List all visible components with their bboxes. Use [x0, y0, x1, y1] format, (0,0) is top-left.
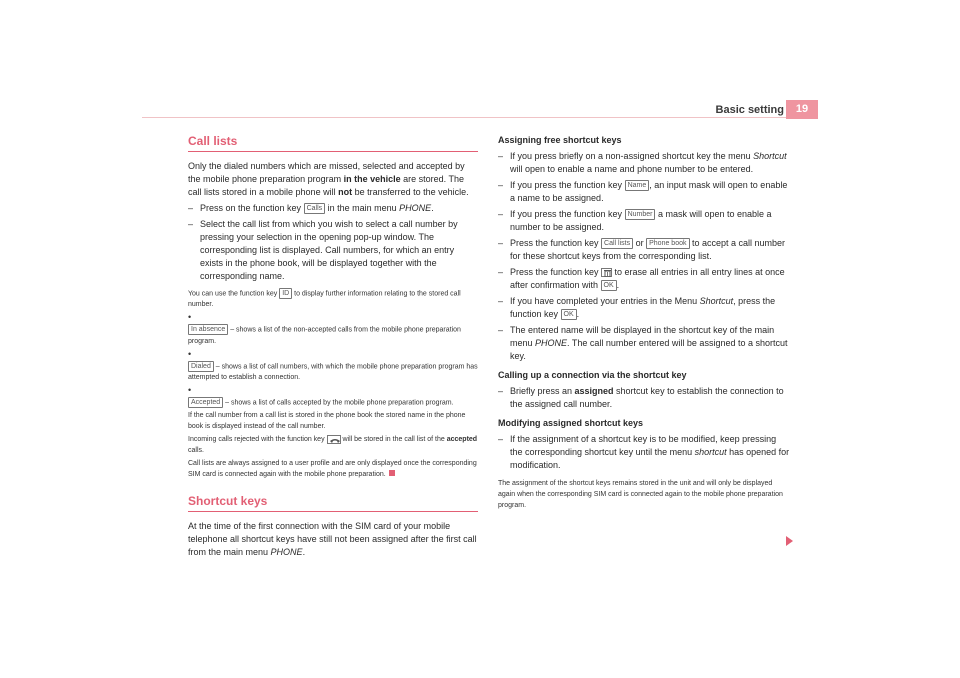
page-number: 19: [786, 100, 818, 119]
modifying-step-1: – If the assignment of a shortcut key is to be modified, keep pressing the corresponding shortcut key until the menu shortcut has opened for modification.: [498, 433, 790, 472]
calls-key: Calls: [304, 203, 326, 214]
phone-book-key: Phone book: [646, 238, 689, 249]
assigning-step-4: – Press the function key Call lists or Phone book to accept a call number for these shortcut keys from the corresponding list.: [498, 237, 790, 263]
assigning-heading: Assigning free shortcut keys: [498, 135, 622, 145]
bullet-dialed: • Dialed – shows a list of call numbers, with which the mobile phone preparation program has attempted to establish a connection.: [188, 348, 478, 382]
note-rejected-calls: Incoming calls rejected with the function key will be stored in the call list of the accepted calls.: [188, 436, 478, 455]
reject-call-icon: [327, 435, 341, 444]
calling-up-step-1: – Briefly press an assigned shortcut key to establish the connection to the assigned call number.: [498, 385, 790, 411]
assigning-step-3: – If you press the function key Number a mask will open to enable a number to be assigned.: [498, 208, 790, 234]
assigning-step-1: – If you press briefly on a non-assigned shortcut key the menu Shortcut will open to enable a name and phone number to be entered.: [498, 150, 790, 176]
assigning-step-7: – The entered name will be displayed in the shortcut key of the main menu PHONE. The call number entered will be assigned to a shortcut key.: [498, 324, 790, 363]
header-title: Basic setting: [715, 104, 784, 116]
ok-key-2: OK: [561, 309, 577, 320]
next-page-arrow: [786, 536, 793, 546]
section-end-mark: [389, 470, 395, 476]
header-rule: [142, 117, 818, 118]
calling-up-heading: Calling up a connection via the shortcut key: [498, 370, 687, 380]
call-lists-step-2: – Select the call list from which you wish to select a call number by pressing your selection in the opening pop-up window. The corresponding list is displayed. Call numbers, for which an entry exists in the phone book, will be displayed together with the corresponding name.: [188, 218, 478, 283]
ok-key: OK: [601, 280, 617, 291]
bullet-in-absence: • In absence – shows a list of the non-accepted calls from the mobile phone preparation program.: [188, 312, 461, 345]
modifying-heading: Modifying assigned shortcut keys: [498, 418, 644, 428]
call-lists-key: Call lists: [601, 238, 633, 249]
shortcut-keys-intro: At the time of the first connection with the SIM card of your mobile telephone all shortcut keys have still not been assigned after the first call from the main menu PHONE.: [188, 521, 477, 558]
note-user-profile: Call lists are always assigned to a user profile and are only displayed once the corresponding SIM card is connected again with the mobile phone preparation.: [188, 460, 477, 479]
modifying-note: The assignment of the shortcut keys remains stored in the unit and will only be displayed again when the corresponding SIM card is connected again to the mobile phone preparation program.: [498, 480, 783, 509]
dialed-key: Dialed: [188, 361, 214, 372]
name-key: Name: [625, 180, 650, 191]
call-lists-step-1: – Press on the function key Calls in the main menu PHONE.: [188, 202, 478, 215]
id-info: You can use the function key ID to display further information relating to the stored call number.: [188, 290, 461, 309]
left-column: [188, 134, 478, 559]
bullet-accepted: • Accepted – shows a list of calls accepted by the mobile phone preparation program.: [188, 385, 454, 407]
in-absence-key: In absence: [188, 324, 228, 335]
right-column: [498, 134, 790, 511]
id-key: ID: [279, 288, 292, 299]
accepted-key: Accepted: [188, 397, 223, 408]
assigning-step-6: – If you have completed your entries in the Menu Shortcut, press the function key OK .: [498, 295, 790, 321]
assigning-step-5: – Press the function key to erase all entries in all entry lines at once after confirmation with OK .: [498, 266, 790, 292]
trash-icon: [601, 268, 612, 277]
call-lists-intro: Only the dialed numbers which are missed, selected and accepted by the mobile phone preparation program in the vehicle are stored. The call lists stored in a mobile phone will not be transferred to the vehicle.: [188, 161, 469, 197]
shortcut-keys-heading: Shortcut keys: [188, 494, 478, 512]
call-lists-heading: Call lists: [188, 134, 478, 152]
note-phone-book: If the call number from a call list is stored in the phone book the stored name in the phone book is displayed instead of the call number.: [188, 412, 466, 431]
number-key: Number: [625, 209, 656, 220]
assigning-step-2: – If you press the function key Name , an input mask will open to enable a name to be assigned.: [498, 179, 790, 205]
